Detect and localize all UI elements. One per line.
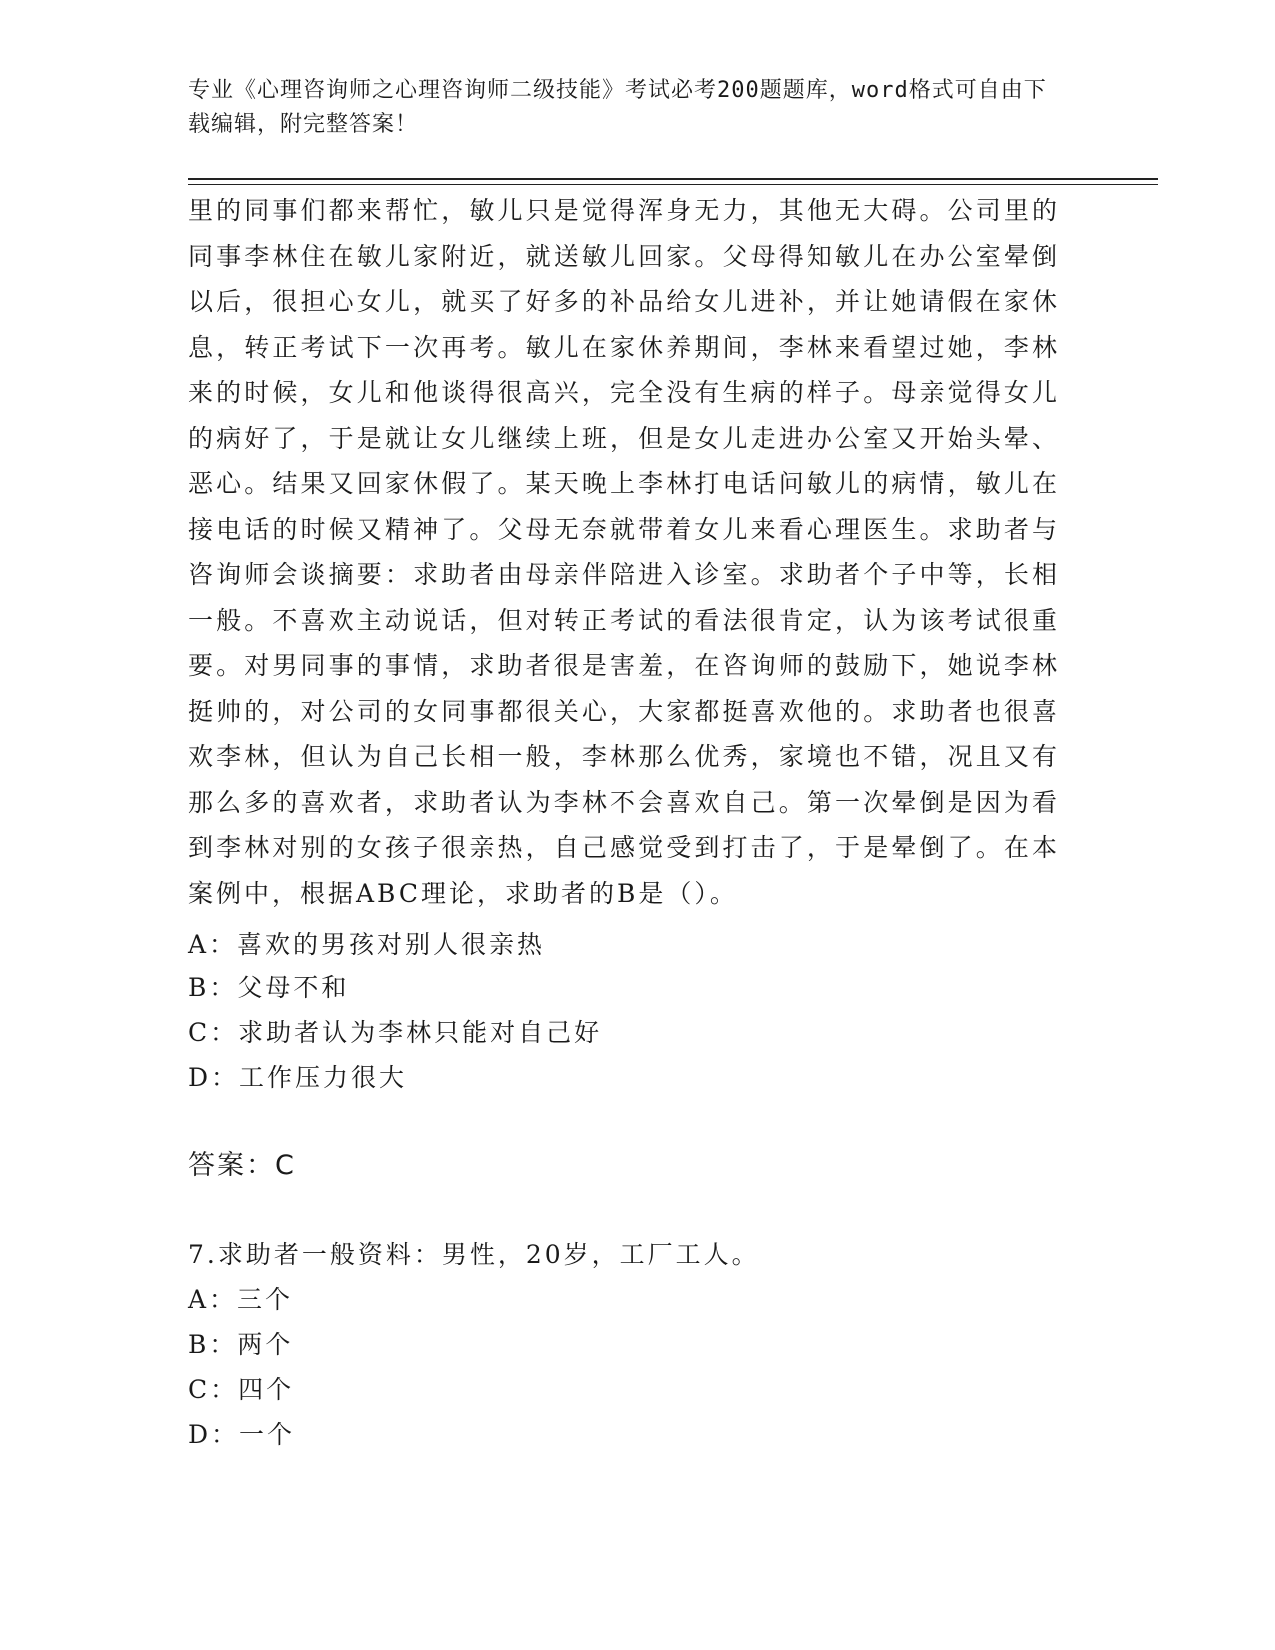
question-6-option-c: C：求助者认为李林只能对自己好 <box>188 1018 603 1047</box>
header-divider-thin <box>188 184 1158 185</box>
question-6-option-d: D：工作压力很大 <box>188 1063 408 1092</box>
question-7-option-c: C：四个 <box>188 1375 295 1404</box>
question-7-stem: 7.求助者一般资料：男性，20岁，工厂工人。 <box>188 1240 760 1269</box>
question-7-option-b: B：两个 <box>188 1330 294 1359</box>
question-7-option-d: D：一个 <box>188 1420 296 1449</box>
question-6-option-a: A：喜欢的男孩对别人很亲热 <box>188 930 546 959</box>
question-6-stem: 里的同事们都来帮忙，敏儿只是觉得浑身无力，其他无大碍。公司里的同事李林住在敏儿家附近，就送敏儿回家。父母得知敏儿在办公室晕倒以后，很担心女儿，就买了好多的补品给女儿进补，并让她请假在家休息，转正考试下一次再考。敏儿在家休养期间，李林来看望过她，李林来的时候，女儿和他谈得很高兴，完全没有生病的样子。母亲觉得女儿的病好了，于是就让女儿继续上班，但是女儿走进办公室又开始头晕、恶心。结果又回家休假了。某天晚上李林打电话问敏儿的病情，敏儿在接电话的时候又精神了。父母无奈就带着女儿来看心理医生。求助者与咨询师会谈摘要：求助者由母亲伴陪进入诊室。求助者个子中等，长相一般。不喜欢主动说话，但对转正考试的看法很肯定，认为该考试很重要。对男同事的事情，求助者很是害羞，在咨询师的鼓励下，她说李林挺帅的，对公司的女同事都很关心，大家都挺喜欢他的。求助者也很喜欢李林，但认为自己长相一般，李林那么优秀，家境也不错，况且又有那么多的喜欢者，求助者认为李林不会喜欢自己。第一次晕倒是因为看到李林对别的女孩子很亲热，自己感觉受到打击了，于是晕倒了。在本案例中，根据ABC理论，求助者的B是（）。 <box>188 196 1060 908</box>
question-7-option-a: A：三个 <box>188 1285 294 1314</box>
question-6-option-b: B：父母不和 <box>188 973 350 1002</box>
question-6-answer: 答案：C <box>188 1150 296 1181</box>
page-header: 专业《心理咨询师之心理咨询师二级技能》考试必考200题题库，word格式可自由下载编辑，附完整答案！ <box>188 78 1047 137</box>
header-divider-thick <box>188 178 1158 180</box>
